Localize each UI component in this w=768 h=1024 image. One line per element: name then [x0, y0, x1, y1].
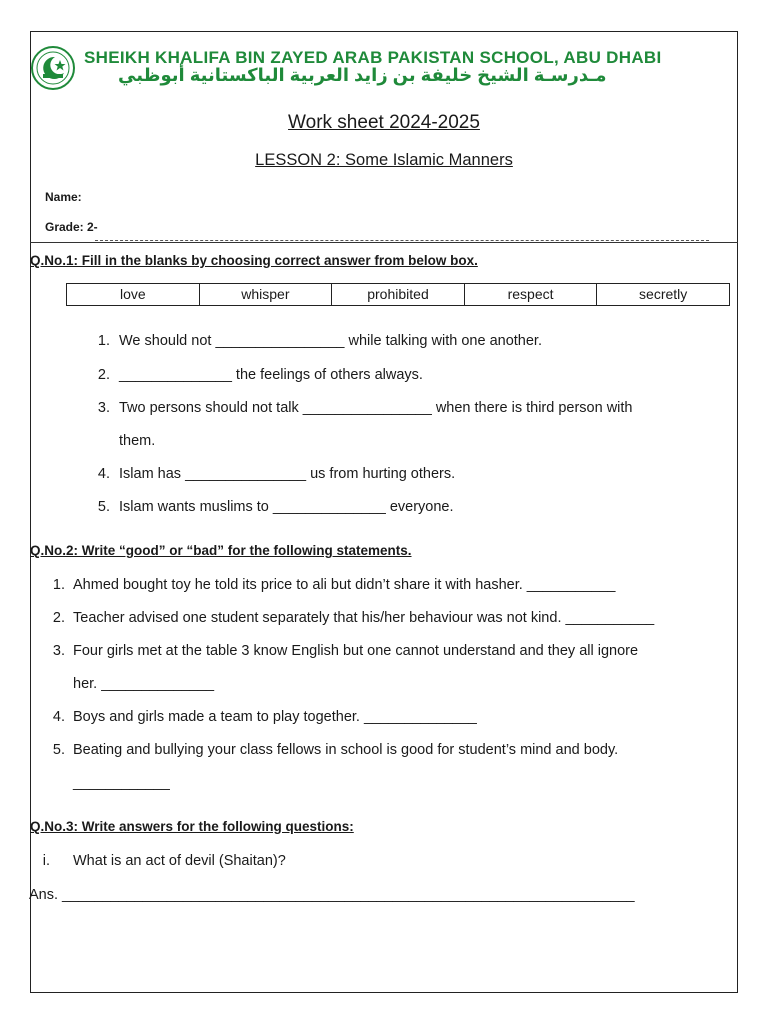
q1-heading: Q.No.1: Fill in the blanks by choosing correct answer from below box.: [30, 253, 478, 268]
q3-item-number: i.: [42, 853, 50, 869]
q1-item-number: 4.: [97, 466, 110, 482]
q2-item-continuation: her. ______________: [73, 676, 215, 692]
lesson-title: LESSON 2: Some Islamic Manners: [255, 151, 513, 169]
school-name-arabic: مـدرسـة الشيخ خليفة بن زايد العربية الباكستانية أبوظبي: [118, 65, 607, 85]
q2-item-number: 2.: [52, 610, 65, 626]
q2-item-number: 4.: [52, 709, 65, 725]
q1-item-number: 2.: [97, 367, 110, 383]
q1-item-text: Two persons should not talk ________________ when there is third person with: [119, 400, 633, 416]
q2-item-text: Teacher advised one student separately that his/her behaviour was not kind. ___________: [73, 610, 655, 626]
q1-item-number: 3.: [97, 400, 110, 416]
grade-label: Grade: 2-: [45, 220, 98, 234]
q3-answer-line[interactable]: Ans. _______________________________________________________________________: [29, 887, 635, 903]
q2-item-number: 3.: [52, 643, 65, 659]
q1-item-number: 1.: [97, 333, 110, 349]
school-name-english: SHEIKH KHALIFA BIN ZAYED ARAB PAKISTAN SCHOOL, ABU DHABI: [84, 48, 662, 67]
q2-item-number: 1.: [52, 577, 65, 593]
q1-item-text: Islam has _______________ us from hurting others.: [119, 466, 456, 482]
q2-heading: Q.No.2: Write “good” or “bad” for the following statements.: [30, 543, 412, 558]
q2-item-text: Beating and bullying your class fellows in school is good for student’s mind and body.: [73, 742, 619, 758]
q3-heading: Q.No.3: Write answers for the following questions:: [30, 819, 354, 834]
header-divider: [30, 242, 738, 243]
q2-item-text: Boys and girls made a team to play together. ______________: [73, 709, 477, 725]
word-box: [66, 283, 730, 306]
word-box-cell: respect: [465, 284, 598, 305]
q3-item-text: What is an act of devil (Shaitan)?: [73, 853, 286, 869]
worksheet-title: Work sheet 2024-2025: [288, 112, 480, 133]
q2-item-number: 5.: [52, 742, 65, 758]
school-logo-icon: [31, 46, 75, 90]
q2-item-text: Ahmed bought toy he told its price to ali but didn’t share it with hasher. ___________: [73, 577, 616, 593]
word-box-cell: whisper: [200, 284, 333, 305]
header-divider-dashed: [95, 240, 709, 241]
name-label: Name:: [45, 190, 82, 204]
q1-item-text: ______________ the feelings of others always.: [119, 367, 423, 383]
q1-item-text: We should not ________________ while talking with one another.: [119, 333, 542, 349]
q1-item-continuation: them.: [119, 433, 156, 449]
word-box-cell: prohibited: [332, 284, 465, 305]
q1-item-text: Islam wants muslims to ______________ everyone.: [119, 499, 454, 515]
q1-item-number: 5.: [97, 499, 110, 515]
word-box-cell: love: [67, 284, 200, 305]
q2-item-text: Four girls met at the table 3 know English but one cannot understand and they all ignore: [73, 643, 639, 659]
word-box-cell: secretly: [639, 286, 688, 302]
q2-item-continuation: ____________: [73, 775, 170, 791]
